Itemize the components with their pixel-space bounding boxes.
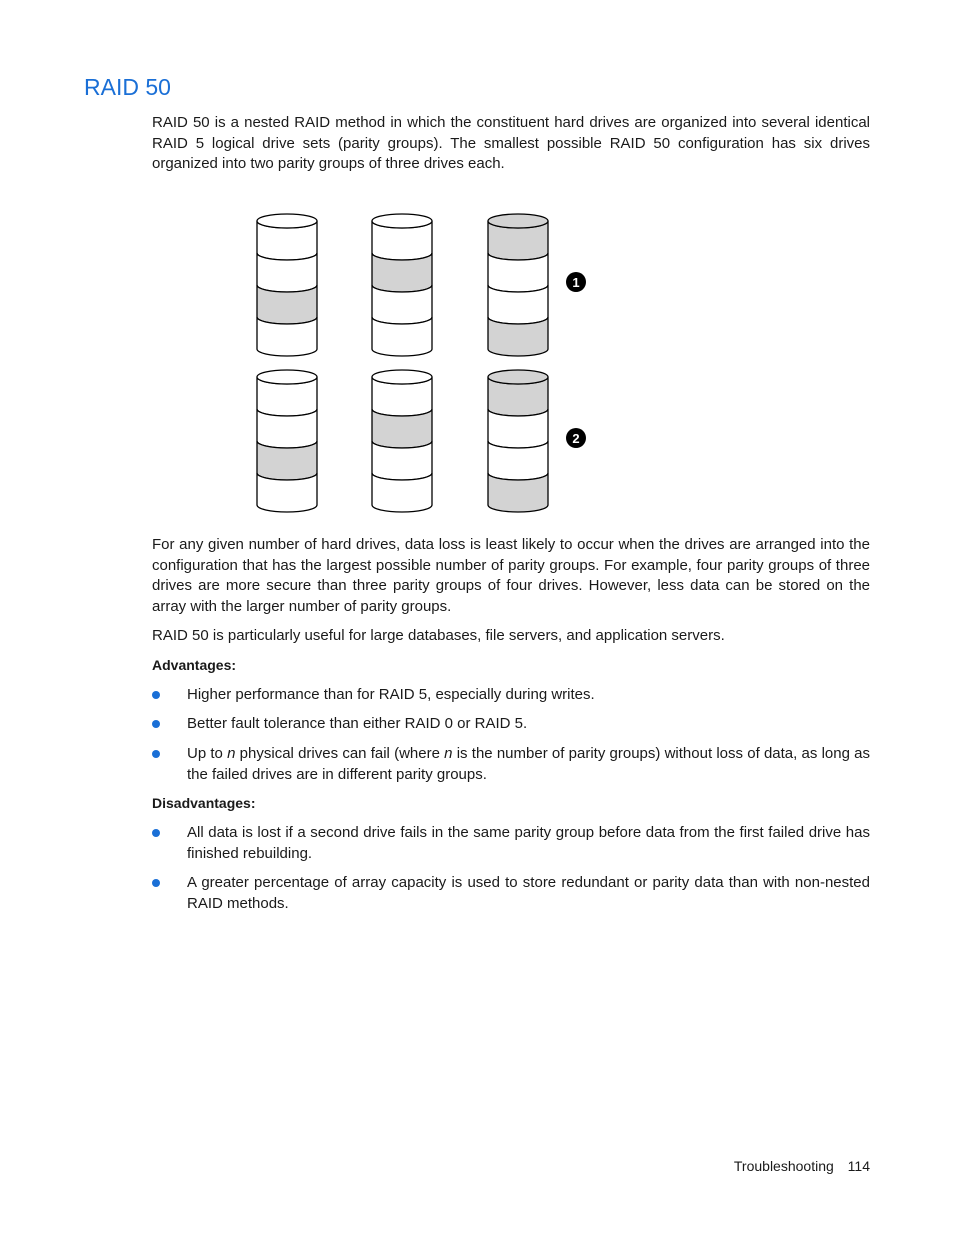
intro-paragraph: RAID 50 is a nested RAID method in which the constituent hard drives are organized into several identical RAID 5 logical drive sets (parity groups). The smallest possible RAID 50 configuration has six drives organized into two parity groups of three drives each. xyxy=(152,114,870,172)
bullet-icon xyxy=(152,691,160,699)
footer-section: Troubleshooting xyxy=(733,1158,834,1174)
drive xyxy=(372,370,432,512)
drive-cap xyxy=(372,370,432,384)
callout-1 xyxy=(566,272,586,292)
drive xyxy=(372,214,432,356)
list-item-text: A greater percentage of array capacity is used to store redundant or parity data than with non-nested RAID methods. xyxy=(187,874,870,912)
page-footer xyxy=(724,1158,870,1174)
list-item xyxy=(152,873,870,914)
list-item-text: Up to n physical drives can fail (where n is the number of parity groups) without loss of data, as long as the failed drives are in different parity groups. xyxy=(187,745,871,783)
footer-page-number: 114 xyxy=(847,1158,870,1174)
drive-cap xyxy=(488,370,548,384)
callout-1-label: 1 xyxy=(572,275,580,290)
bullet-icon xyxy=(152,829,160,837)
list-item xyxy=(152,685,870,706)
callout-2-label: 2 xyxy=(572,431,580,446)
drive-cap xyxy=(488,214,548,228)
bullet-icon xyxy=(152,879,160,887)
drive xyxy=(257,370,317,512)
bullet-icon xyxy=(152,720,160,728)
paragraph-drive-arrangement: For any given number of hard drives, data loss is least likely to occur when the drives are arranged into the configuration that has the largest possible number of parity groups. For example, four parity groups of three drives are more secure than three parity groups of four drives. However, less data can be stored on the array with the larger number of parity groups. xyxy=(152,536,870,615)
drive xyxy=(257,214,317,356)
list-item xyxy=(152,714,870,735)
list-item xyxy=(152,744,870,785)
advantages-heading: Advantages: xyxy=(152,657,237,673)
drive-cap xyxy=(372,214,432,228)
list-item-text: All data is lost if a second drive fails in the same parity group before data from the first failed drive has finished rebuilding. xyxy=(187,824,870,862)
paragraph-usefulness: RAID 50 is particularly useful for large databases, file servers, and application servers. xyxy=(152,627,725,644)
drive xyxy=(488,370,548,512)
disadvantages-heading: Disadvantages: xyxy=(152,795,256,811)
bullet-icon xyxy=(152,750,160,758)
callout-2 xyxy=(566,428,586,448)
drive-cap xyxy=(257,370,317,384)
drive-cap xyxy=(257,214,317,228)
list-item-text: Higher performance than for RAID 5, especially during writes. xyxy=(187,686,595,703)
list-item-text: Better fault tolerance than either RAID 0 or RAID 5. xyxy=(187,715,528,732)
drive-array xyxy=(257,214,548,512)
drive xyxy=(488,214,548,356)
list-item xyxy=(152,823,870,864)
page-title: RAID 50 xyxy=(84,74,171,100)
raid50-diagram xyxy=(0,0,954,520)
